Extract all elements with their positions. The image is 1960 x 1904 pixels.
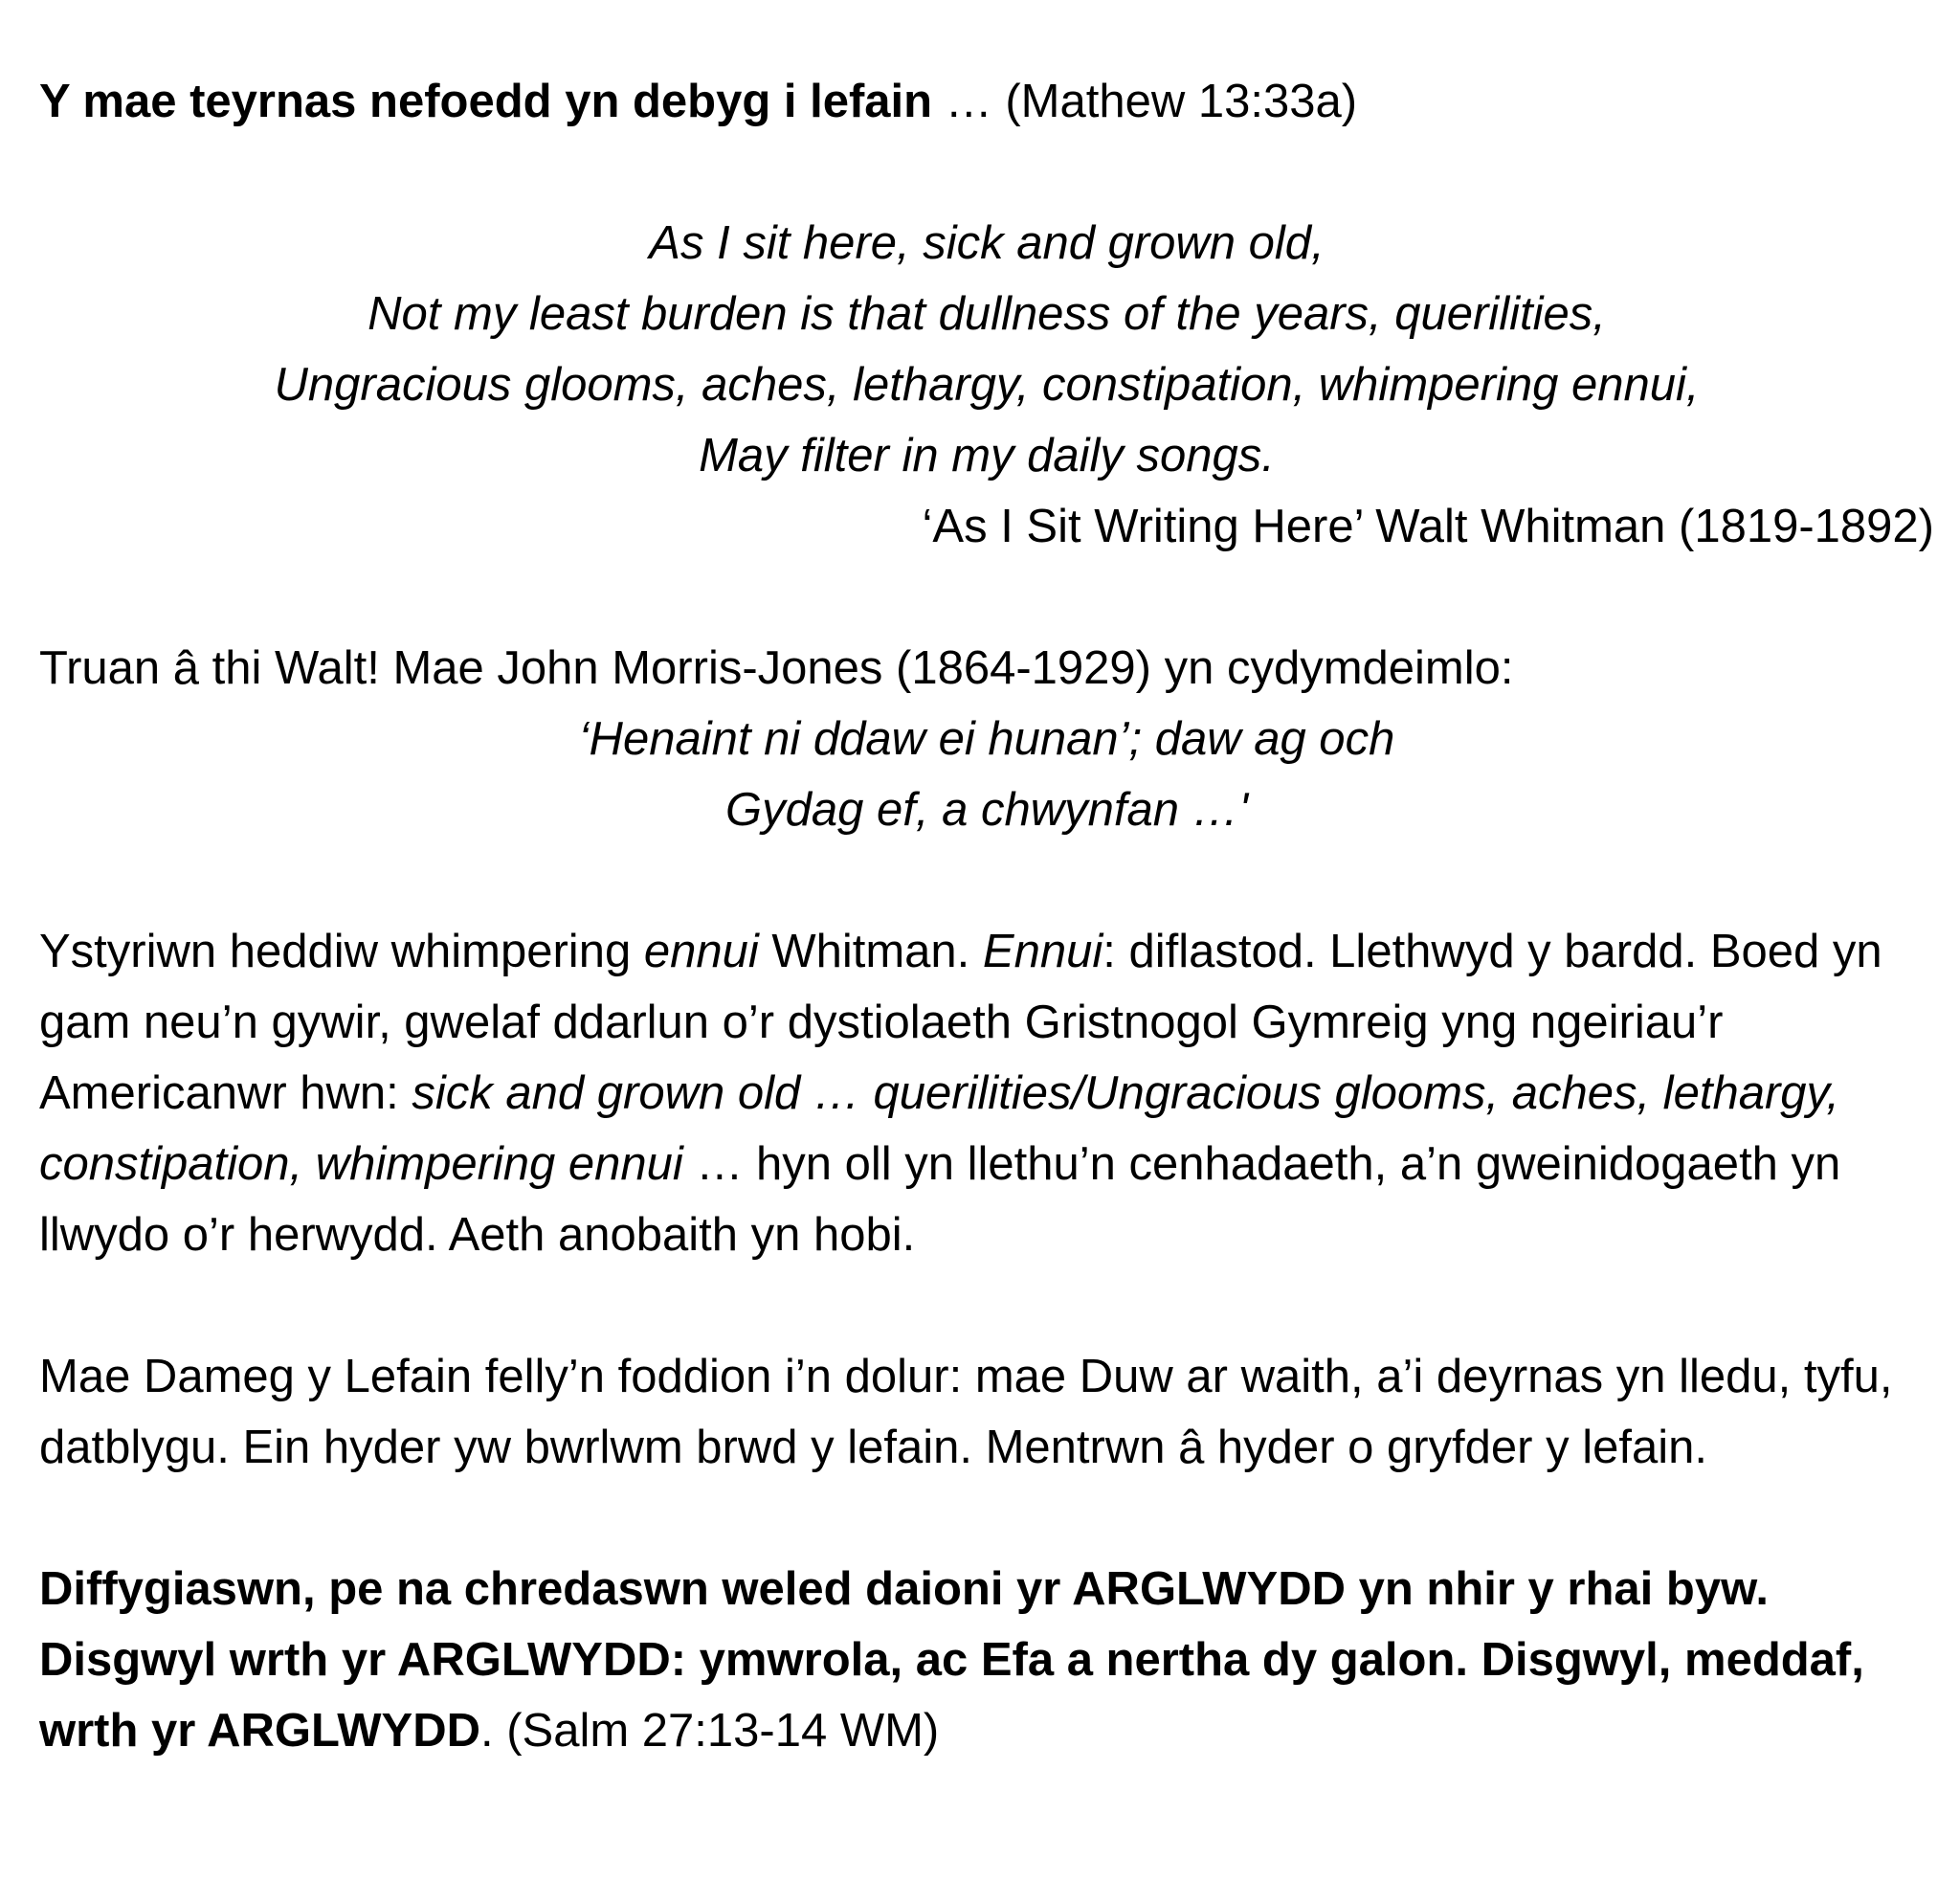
- italic-run: sick and grown old … querilities/Ungracious glooms, aches, lethargy, constipation, whimpering ennui: [39, 1067, 1839, 1190]
- spacer: [39, 1270, 1934, 1341]
- poem-line: Ungracious glooms, aches, lethargy, constipation, whimpering ennui,: [274, 359, 1700, 411]
- spacer: [39, 137, 1934, 208]
- closing-verse: [39, 1554, 1934, 1766]
- document-body: [39, 66, 1934, 1766]
- spacer: [39, 562, 1934, 633]
- morris-line: ‘Henaint ni ddaw ei hunan’; daw ag och: [578, 713, 1395, 765]
- closing-bold: Diffygiaswn, pe na chredaswn weled daioni yr ARGLWYDD yn nhir y rhai byw. Disgwyl wrth yr ARGLWYDD: ymwrola, ac Efa a nertha dy galon. Disgwyl, meddaf, wrth yr ARGLWYDD: [39, 1563, 1864, 1757]
- spacer: [39, 845, 1934, 916]
- text-run: Ystyriwn heddiw whimpering: [39, 926, 644, 977]
- text-run: : diflastod. Llethwyd y bardd. Boed yn gam neu’n gywir, gwelaf ddarlun o’r dystiolaeth Gristnogol Gymreig yng ngeiriau’r Americanwr hwn:: [39, 926, 1882, 1119]
- heading-bold: Y mae teyrnas nefoedd yn debyg i lefain: [39, 76, 933, 127]
- heading-reference: … (Mathew 13:33a): [932, 76, 1358, 127]
- morris-intro: Truan â thi Walt! Mae John Morris-Jones (1864-1929) yn cydymdeimlo:: [39, 642, 1514, 694]
- text-run: … hyn oll yn llethu’n cenhadaeth, a’n gweinidogaeth yn llwydo o’r herwydd. Aeth anobaith yn hobi.: [39, 1138, 1841, 1261]
- heading: [39, 66, 1934, 137]
- text-run: Whitman.: [758, 926, 983, 977]
- italic-run: ennui: [643, 926, 759, 977]
- italic-run: Ennui: [982, 926, 1103, 977]
- paragraph-ennui: [39, 916, 1934, 1270]
- poem-attribution: ‘As I Sit Writing Here’ Walt Whitman (1819-1892): [922, 501, 1934, 552]
- spacer: [39, 1483, 1934, 1554]
- poem-line: May filter in my daily songs.: [699, 430, 1275, 482]
- morris-line: Gydag ef, a chwynfan …': [725, 784, 1248, 836]
- paragraph-parable: Mae Dameg y Lefain felly’n foddion i’n dolur: mae Duw ar waith, a’i deyrnas yn lledu, tyfu, datblygu. Ein hyder yw bwrlwm brwd y lefain. Mentrwn â hyder o gryfder y lefain.: [39, 1351, 1893, 1473]
- poem-line: As I sit here, sick and grown old,: [649, 217, 1325, 269]
- closing-reference: . (Salm 27:13-14 WM): [479, 1705, 940, 1757]
- morris-jones-quote: [39, 633, 1934, 845]
- whitman-poem: [39, 208, 1934, 562]
- poem-line: Not my least burden is that dullness of the years, querilities,: [368, 288, 1606, 340]
